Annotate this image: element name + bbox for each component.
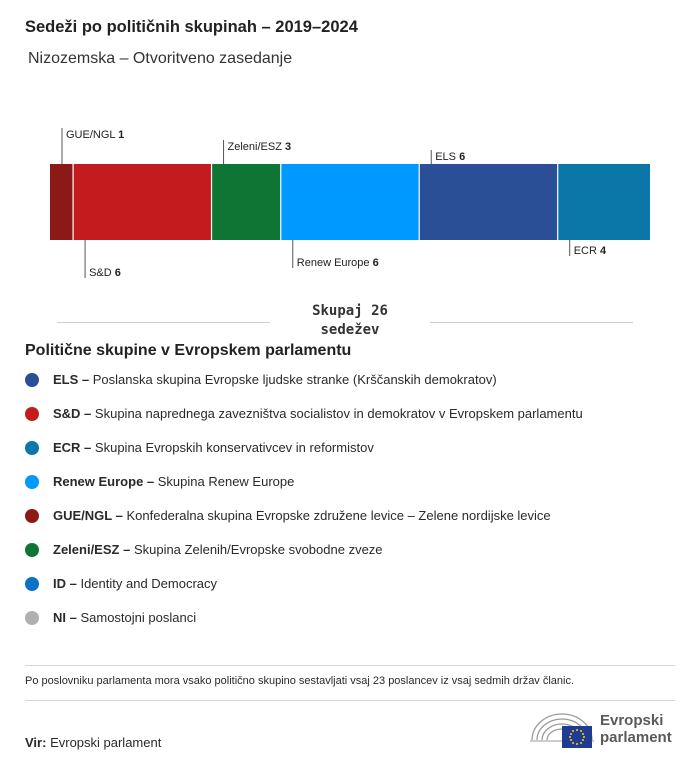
logo-text-line2: parlament [600,729,672,746]
legend-name: Skupina Zelenih/Evropske svobodne zveze [133,542,383,557]
legend-name: Konfederalna skupina Evropske združene levice – Zelene nordijske levice [126,508,551,523]
bar-label: S&D 6 [89,267,121,279]
bar-label: GUE/NGL 1 [66,129,125,141]
total-seats-unit: sedežev [320,322,380,338]
bar-segment-renew-europe [281,164,419,240]
bar-segment-s-d [73,164,211,240]
total-divider-left [57,322,272,323]
legend-abbr: S&D – [53,406,92,421]
legend-swatch [25,577,39,591]
legend-name: Samostojni poslanci [80,610,197,625]
legend-abbr: ELS – [53,372,90,387]
legend-name: Poslanska skupina Evropske ljudske stranke (Krščanskih demokratov) [92,372,497,387]
legend-swatch [25,475,39,489]
legend-swatch [25,509,39,523]
logo-text [600,712,672,746]
seats-stacked-bar-chart [0,0,700,300]
bar-label: Renew Europe 6 [296,257,379,269]
legend-abbr: GUE/NGL – [53,508,123,523]
legend-abbr: ID – [53,576,77,591]
bar-segment-gue-ngl [50,164,73,240]
bar-label: ELS 6 [435,151,466,163]
chart-title: Sedeži po političnih skupinah – 2019–2024 [25,18,358,36]
source-value: Evropski parlament [50,735,162,750]
legend-heading: Politične skupine v Evropskem parlamentu [25,342,352,359]
source-label: Vir: [25,735,47,750]
european-parliament-hemicycle-icon [528,710,596,752]
legend-abbr: Zeleni/ESZ – [53,542,131,557]
legend-swatch [25,407,39,421]
legend-abbr: NI – [53,610,77,625]
legend-swatch [25,543,39,557]
bar-segment-zeleni-esz [212,164,281,240]
divider [25,665,675,666]
legend-swatch [25,611,39,625]
bar-label: ECR 4 [573,245,607,257]
bar-label: Zeleni/ESZ 3 [227,141,292,153]
source-line [25,735,161,750]
total-seats-count: Skupaj 26 [312,303,388,319]
bar-segment-els [419,164,557,240]
european-parliament-logo [528,708,678,754]
legend-abbr: Renew Europe – [53,474,155,489]
legend-swatch [25,441,39,455]
divider [25,700,675,701]
legend-swatch [25,373,39,387]
logo-text-line1: Evropski [600,712,664,729]
legend-name: Skupina naprednega zavezništva socialistov in demokratov v Evropskem parlamentu [94,406,583,421]
total-seats-label [270,302,430,340]
legend-name: Skupina Renew Europe [157,474,295,489]
chart-subtitle: Nizozemska – Otvoritveno zasedanje [28,50,293,67]
total-divider-right [418,322,633,323]
legend-name: Identity and Democracy [80,576,218,591]
legend-name: Skupina Evropskih konservativcev in reformistov [94,440,374,455]
bar-segment-ecr [558,164,650,240]
legend-abbr: ECR – [53,440,92,455]
footnote: Po poslovniku parlamenta mora vsako politično skupino sestavljati vsaj 23 poslancev iz vsaj sedmih držav članic. [25,675,575,687]
